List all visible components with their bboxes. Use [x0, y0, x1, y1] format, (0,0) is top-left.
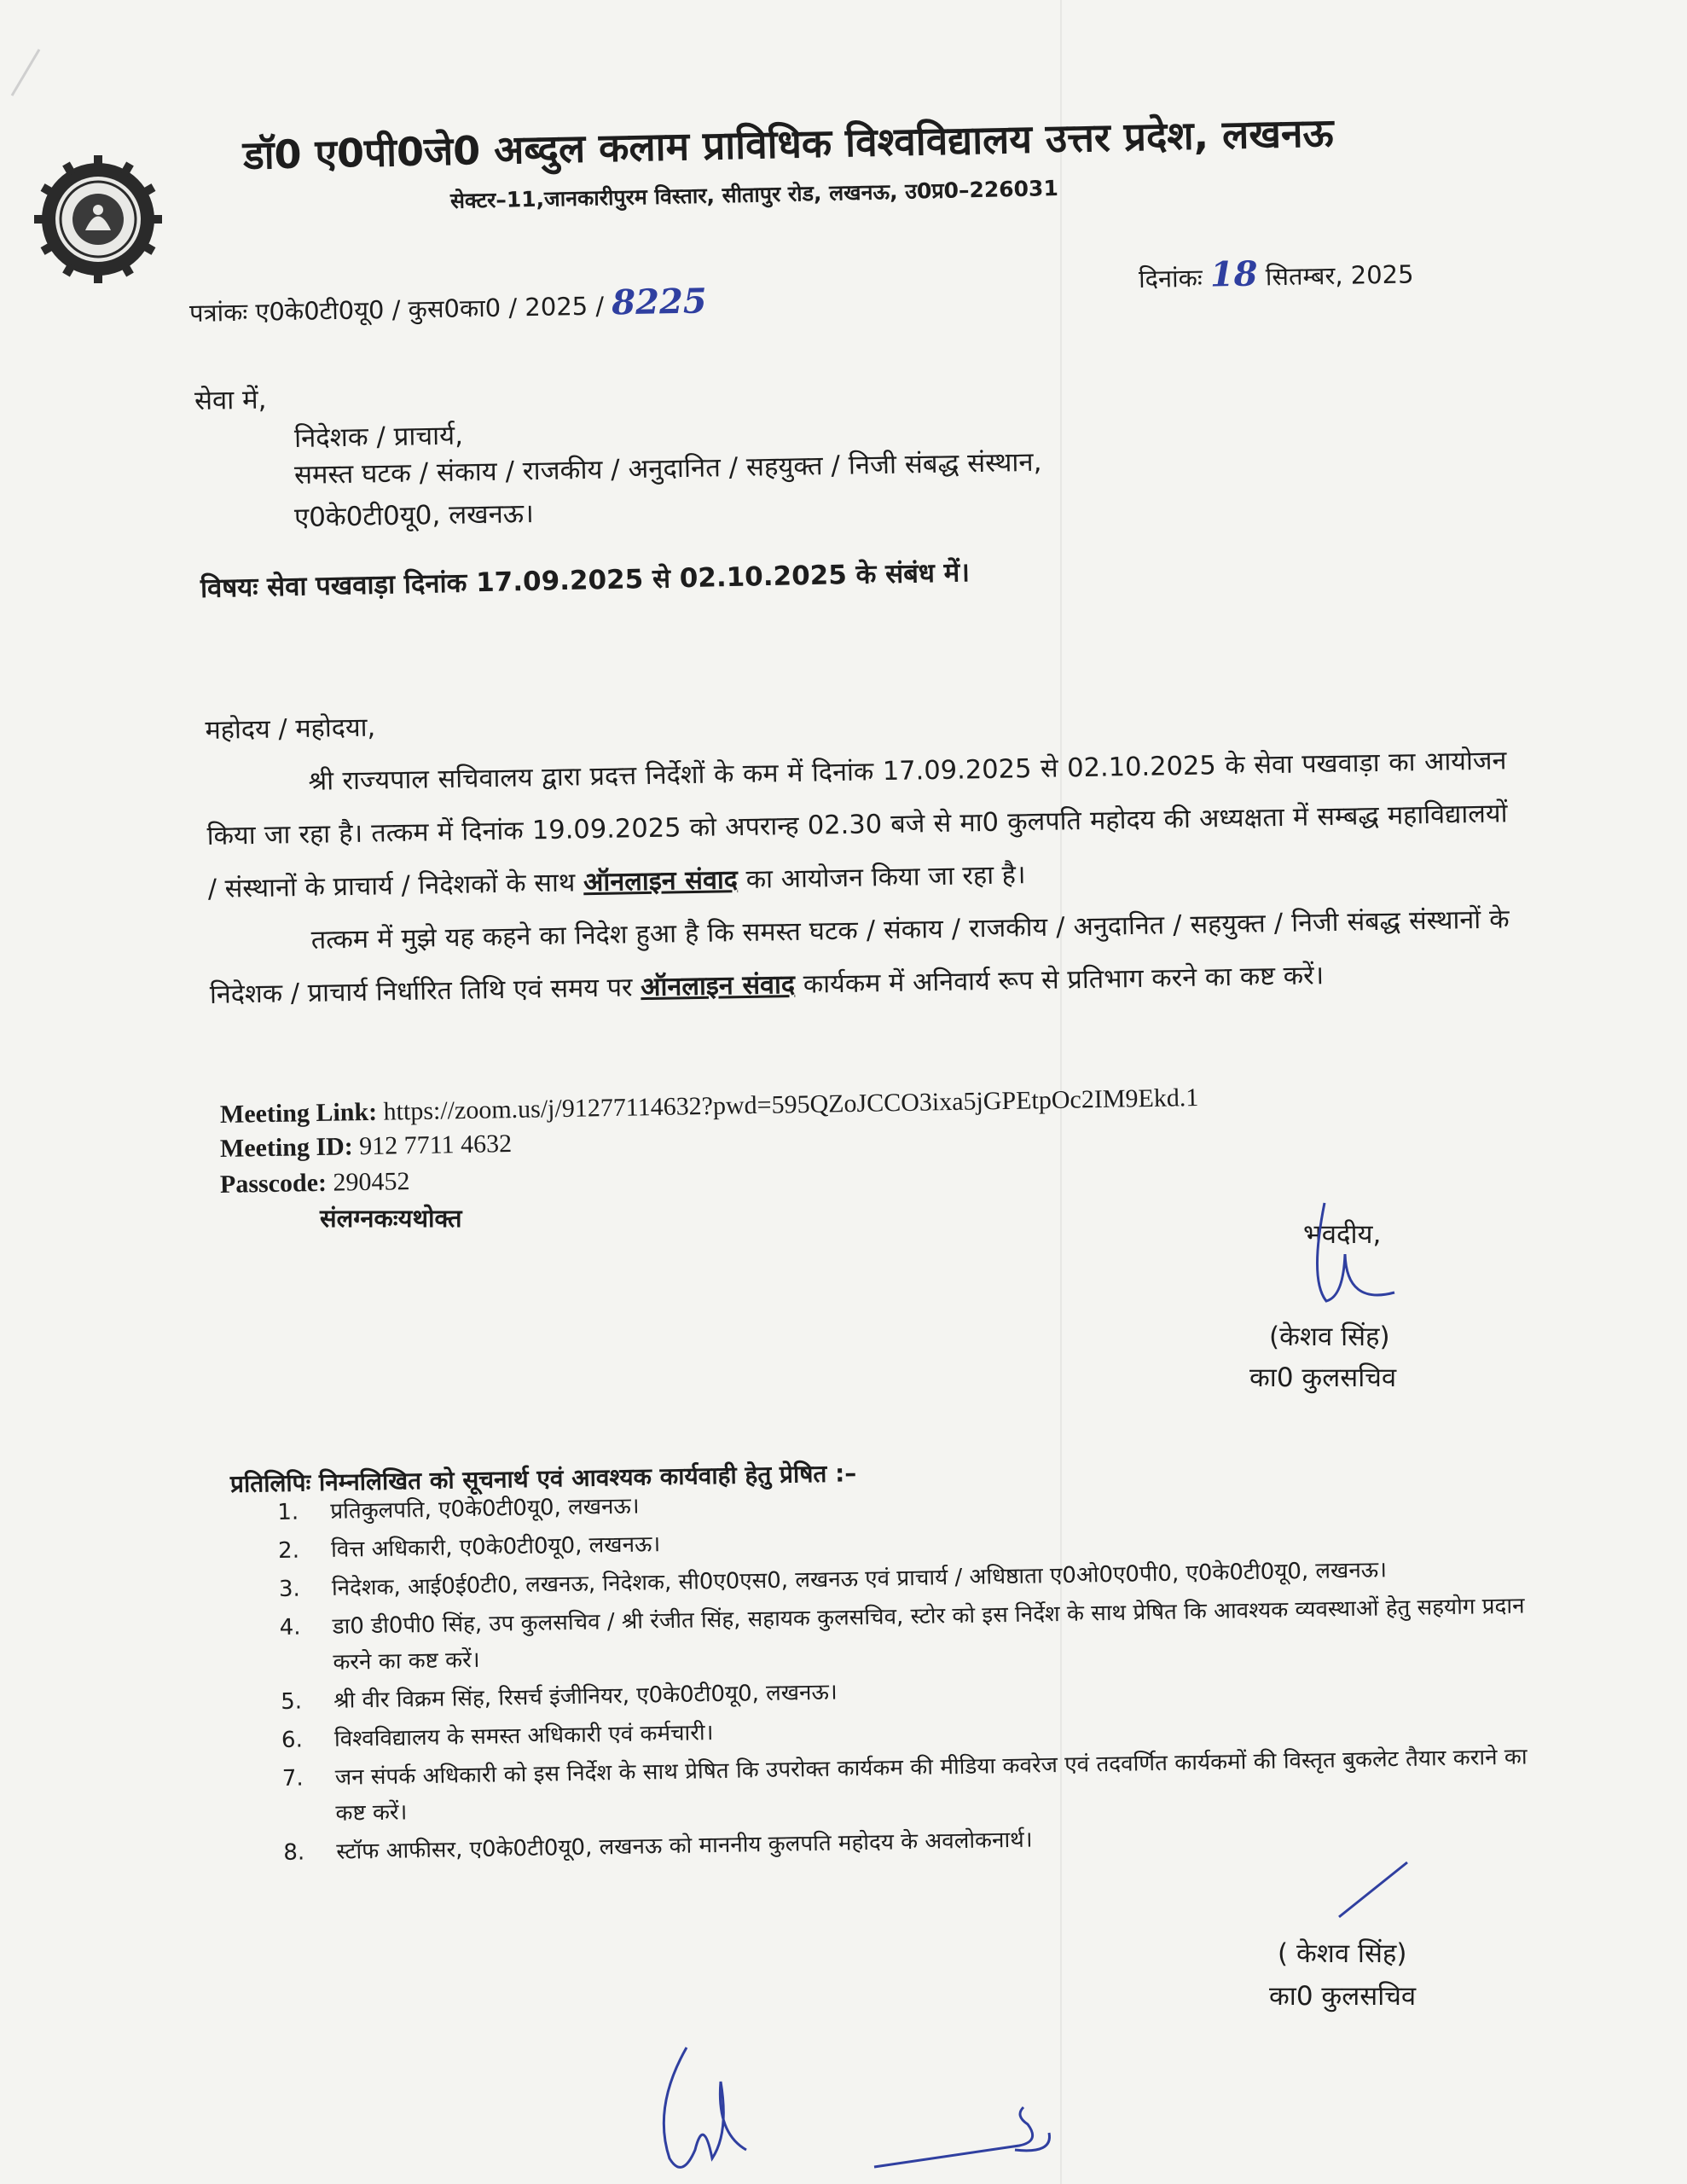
signature-1-icon	[1292, 1186, 1412, 1314]
initials-handwriting-2-icon	[857, 2082, 1062, 2175]
list-item: 7. जन संपर्क अधिकारी को इस निर्देश के साथ प्रेषित कि उपरोक्त कार्यकम की मीडिया कवरेज एवं तदवर्णित कार्यकमों की विस्तृत बुकलेट तैयार कराने का कष्ट करें।	[281, 1744, 1528, 1827]
passcode-row	[220, 1167, 410, 1199]
page-corner-mark	[5, 43, 65, 102]
date-handwritten-day: 18	[1209, 253, 1258, 295]
meeting-id-row	[220, 1130, 513, 1164]
paragraph-2-highlight: ऑनलाइन संवाद	[640, 969, 796, 1003]
signatory-name-2: ( केशव सिंह)	[1278, 1938, 1407, 1969]
initials-handwriting-icon	[635, 2030, 789, 2184]
addressee-line-3: ए0के0टी0यू0, लखनऊ।	[293, 498, 535, 533]
addressee-line-2: समस्त घटक / संकाय / राजकीय / अनुदानित / सहयुक्त / निजी संबद्ध संस्थान,	[293, 446, 1042, 491]
university-address: सेक्टर–11,जानकारीपुरम विस्तार, सीतापुर रोड, लखनऊ, उ0प्र0–226031	[449, 176, 1059, 213]
addressee-line-1: निदेशक / प्राचार्य,	[293, 420, 464, 454]
attachment-note: संलग्नकःयथोक्त	[320, 1204, 462, 1233]
paragraph-1-text: श्री राज्यपाल सचिवालय द्वारा प्रदत्त निर्देशों के कम में दिनांक 17.09.2025 से 02.10.2025 के सेवा पखवाड़ा का आयोजन किया जा रहा है। तत्कम में दिनांक 19.09.2025 को अपरान्ह 02.30 बजे से मा0 कुलपति महोदय की अध्यक्षता में सम्बद्ध महाविद्यालयों / संस्थानों के प्राचार्य / निदेशकों के साथ	[206, 746, 1508, 904]
list-item: 5. श्री वीर विक्रम सिंह, रिसर्च इंजीनियर, ए0के0टी0यू0, लखनऊ।	[280, 1679, 838, 1715]
closing-text: भवदीय,	[1303, 1219, 1382, 1250]
list-item: 3. निदेशक, आई0ई0टी0, लखनऊ, निदेशक, सी0ए0एस0, लखनऊ एवं प्राचार्य / अधिष्ठाता ए0ओ0ए0पी0, ए0के0टी0यू0, लखनऊ।	[278, 1557, 1388, 1602]
passcode: 290452	[333, 1167, 410, 1197]
meeting-link-row	[220, 1083, 1199, 1130]
paragraph-2-end: कार्यकम में अनिवार्य रूप से प्रतिभाग करने का कष्ट करें।	[803, 961, 1325, 1000]
reference-number	[189, 281, 707, 330]
list-item: 1. प्रतिकुलपति, ए0के0टी0यू0, लखनऊ।	[277, 1493, 640, 1525]
meeting-link-label: Meeting Link:	[219, 1097, 378, 1129]
list-item: 4. डा0 डी0पी0 सिंह, उप कुलसचिव / श्री रंजीत सिंह, सहायक कुलसचिव, स्टोर को इस निर्देश के साथ प्रेषित कि आवश्यक व्यवस्थाओं हेतु सहयोग प्रदान करने का कष्ट करें।	[279, 1593, 1525, 1676]
university-name: डॉ0 ए0पी0जे0 अब्दुल कलाम प्राविधिक विश्वविद्यालय उत्तर प्रदेश, लखनऊ	[242, 109, 1335, 178]
date-month-year: सितम्बर, 2025	[1265, 259, 1414, 292]
reference-prefix: पत्रांकः ए0के0टी0यू0 / कुस0का0 / 2025 /	[188, 291, 605, 328]
paragraph-1-highlight: ऑनलाइन संवाद	[583, 865, 739, 898]
date-label: दिनांकः	[1138, 263, 1203, 293]
letter-body	[205, 682, 1510, 1022]
meeting-link[interactable]: https://zoom.us/j/91277114632?pwd=595QZoJCCO3ixa5jGPEtpOc2IM9Ekd.1	[383, 1083, 1199, 1126]
paragraph-1-end: का आयोजन किया जा रहा है।	[745, 860, 1026, 895]
copy-to-list	[277, 1473, 1529, 1873]
paragraph-2-text: तत्कम में मुझे यह कहने का निदेश हुआ है कि समस्त घटक / संकाय / राजकीय / अनुदानित / सहयुक्त / निजी संबद्ध संस्थानों के निदेशक / प्राचार्य निर्धारित तिथि एवं समय पर	[209, 904, 1510, 1010]
letter-date	[1139, 251, 1414, 296]
reference-handwritten-number: 8225	[611, 281, 708, 323]
meeting-id: 912 7711 4632	[358, 1130, 513, 1161]
copy-to-title: प्रतिलिपिः निम्नलिखित को सूचनार्थ एवं आवश्यक कार्यवाही हेतु प्रेषित :–	[229, 1459, 857, 1498]
signatory-name-1: (केशव सिंह)	[1269, 1321, 1390, 1352]
subject-line: विषयः सेवा पखवाड़ा दिनांक 17.09.2025 से 02.10.2025 के संबंध में।	[200, 557, 971, 604]
passcode-label: Passcode:	[219, 1168, 328, 1199]
signature-2-icon	[1322, 1856, 1424, 1924]
signatory-designation-2: का0 कुलसचिव	[1269, 1981, 1417, 2012]
paragraph-2	[208, 893, 1510, 1022]
list-item: 6. विश्वविद्यालय के समस्त अधिकारी एवं कर्मचारी।	[281, 1720, 714, 1753]
list-item: 2. वित्त अधिकारी, ए0के0टी0यू0, लखनऊ।	[277, 1531, 661, 1564]
greeting: महोदय / महोदया,	[205, 712, 376, 746]
list-item: 8. स्टॉफ आफीसर, ए0के0टी0यू0, लखनऊ को माननीय कुलपति महोदय के अवलोकनार्थ।	[283, 1827, 1033, 1866]
paragraph-1	[206, 735, 1509, 916]
university-logo-icon	[34, 155, 162, 283]
signatory-designation-1: का0 कुलसचिव	[1249, 1362, 1397, 1393]
addressee-to: सेवा में,	[194, 384, 267, 416]
meeting-id-label: Meeting ID:	[219, 1132, 354, 1163]
